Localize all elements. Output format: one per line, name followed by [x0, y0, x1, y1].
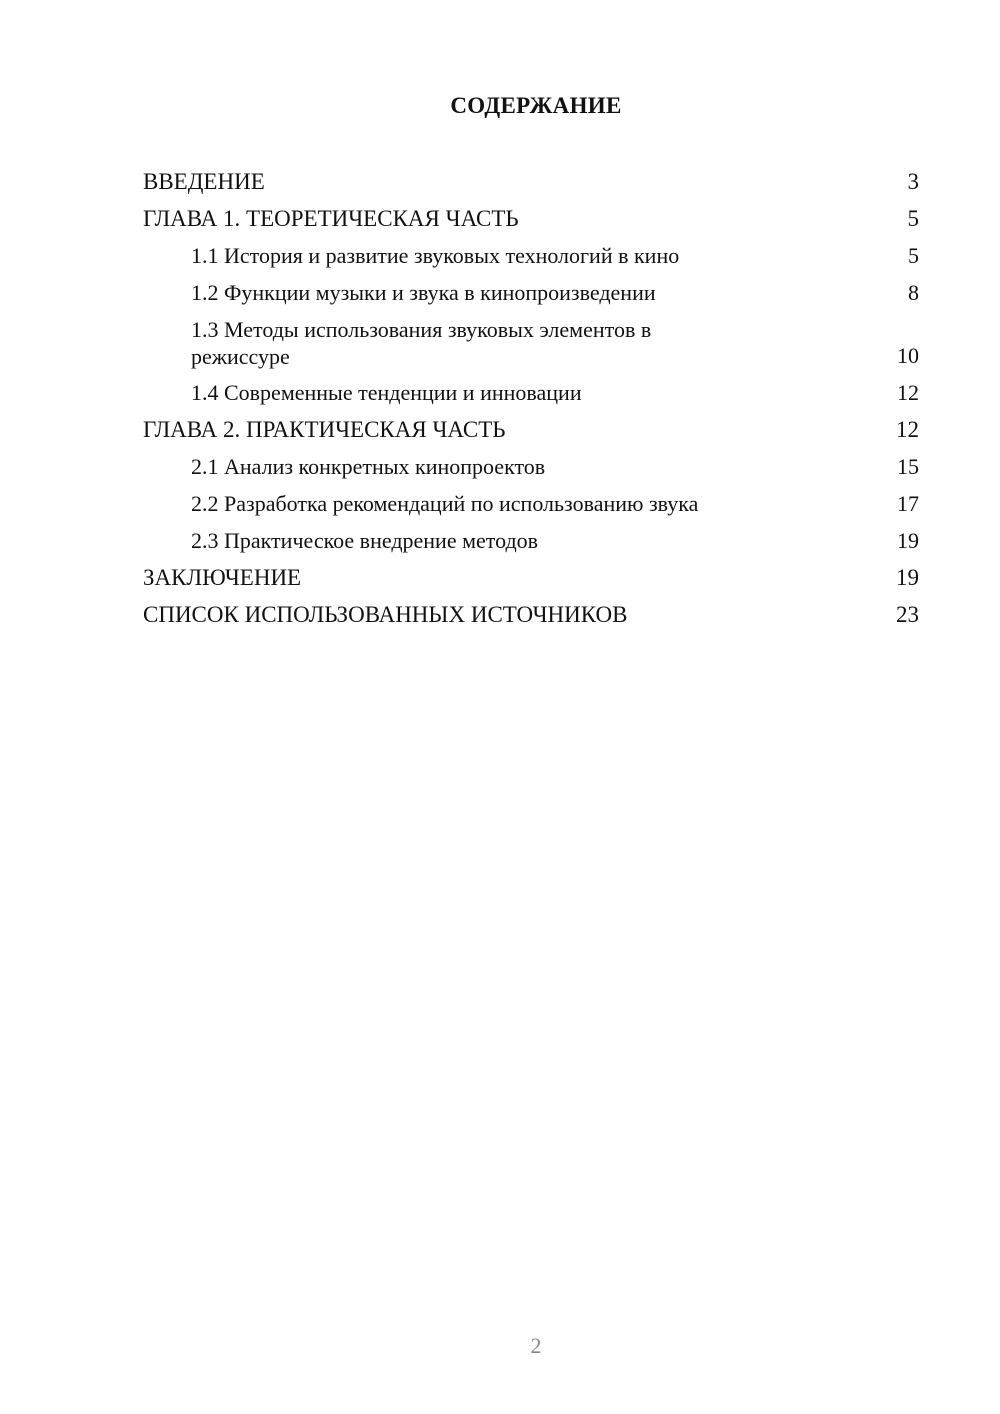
toc-entry-section-1-1 — [143, 242, 919, 270]
toc-entry-conclusion — [143, 564, 919, 592]
toc-entry-text: СПИСОК ИСПОЛЬЗОВАННЫХ ИСТОЧНИКОВ — [143, 602, 628, 627]
page-number: 2 — [530, 1333, 542, 1358]
toc-entry-introduction — [143, 168, 919, 196]
toc-entry-text: ВВЕДЕНИЕ — [143, 169, 265, 194]
toc-entry-chapter-2 — [143, 416, 919, 444]
toc-entry-section-1-2 — [143, 279, 919, 307]
toc-entry-text: 2.1 Анализ конкретных кинопроектов — [191, 454, 546, 479]
toc-entry-references — [143, 601, 919, 629]
toc-entry-text: ГЛАВА 2. ПРАКТИЧЕСКАЯ ЧАСТЬ — [143, 417, 506, 442]
toc-entry-page: 5 — [908, 243, 919, 268]
toc-entry-text: 1.3 Методы использования звуковых элементов в режиссуре — [191, 317, 652, 369]
toc-entry-page: 8 — [908, 280, 919, 305]
toc-entry-section-1-4 — [143, 379, 919, 407]
toc-entry-page: 19 — [896, 565, 919, 590]
toc-entry-section-1-3 — [143, 316, 919, 370]
toc-entry-page: 12 — [896, 417, 919, 442]
toc-entry-text: 1.4 Современные тенденции и инновации — [191, 380, 582, 405]
toc-entry-text: 2.2 Разработка рекомендаций по использованию звука — [191, 491, 699, 516]
toc-entry-chapter-1 — [143, 205, 919, 233]
toc-entry-page: 12 — [897, 380, 919, 405]
toc-entry-page: 5 — [907, 206, 919, 231]
toc-entry-text: 1.2 Функции музыки и звука в кинопроизведении — [191, 280, 656, 305]
toc-entry-section-2-1 — [143, 453, 919, 481]
toc-entry-page: 3 — [907, 169, 919, 194]
toc-entry-section-2-3 — [143, 527, 919, 555]
toc-entry-text: ЗАКЛЮЧЕНИЕ — [143, 565, 302, 590]
toc-entry-section-2-2 — [143, 490, 919, 518]
toc-entry-page: 15 — [897, 454, 919, 479]
toc-entry-page: 17 — [897, 491, 919, 516]
toc-entry-page: 10 — [897, 343, 919, 368]
toc-entry-text: 2.3 Практическое внедрение методов — [191, 528, 539, 553]
page-title: СОДЕРЖАНИЕ — [450, 93, 622, 118]
toc-entry-text: 1.1 История и развитие звуковых технологий в кино — [191, 243, 680, 268]
toc-entry-page: 23 — [896, 602, 919, 627]
toc-entry-text: ГЛАВА 1. ТЕОРЕТИЧЕСКАЯ ЧАСТЬ — [143, 206, 519, 231]
toc-entry-page: 19 — [897, 528, 919, 553]
table-of-contents — [143, 168, 919, 638]
